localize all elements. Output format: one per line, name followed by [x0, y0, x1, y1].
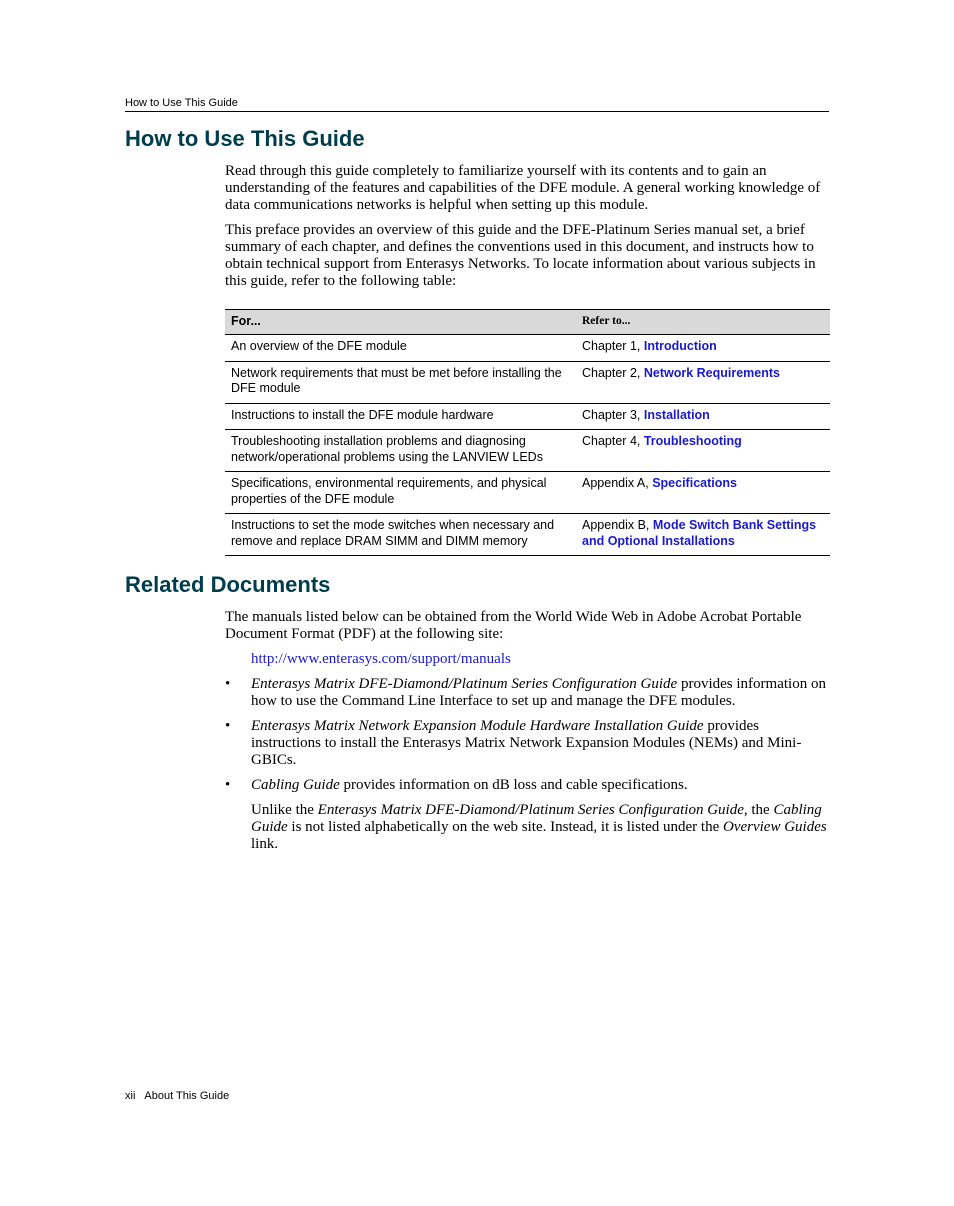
header-refer-to: Refer to...	[576, 310, 830, 335]
note-text: , the	[743, 802, 774, 818]
link-introduction[interactable]: Introduction	[643, 339, 717, 353]
row-topic: Instructions to set the mode switches when necessary and remove and replace DRAM SIMM and DIMM memory	[225, 514, 576, 556]
cabling-guide-note	[225, 802, 829, 853]
bullet-icon: •	[225, 718, 231, 734]
ref-prefix: Chapter 3,	[582, 407, 644, 422]
row-topic: Specifications, environmental requirements, and physical properties of the DFE module	[225, 472, 576, 514]
doc-description: provides instructions to install the Enterasys Matrix Network Expansion Modules (NEMs) and Mini-GBICs.	[251, 718, 802, 768]
row-topic: Network requirements that must be met before installing the DFE module	[225, 361, 576, 403]
doc-title: Enterasys Matrix Network Expansion Module Hardware Installation Guide	[251, 718, 704, 734]
paragraph-preface-overview: This preface provides an overview of this guide and the DFE-Platinum Series manual set, a brief summary of each chapter, and defines the conventions used in this document, and instructs how to obtain technical support from Enterasys Networks. To locate information about various subjects in this guide, refer to the following table:	[225, 222, 816, 289]
bullet-icon: •	[225, 777, 231, 793]
row-reference	[576, 430, 830, 472]
list-item	[225, 676, 829, 710]
row-reference	[576, 403, 830, 430]
section-title-related-documents: Related Documents	[125, 572, 331, 597]
paragraph-familiarize: Read through this guide completely to familiarize yourself with its contents and to gain an understanding of the features and capabilities of the DFE module. A general working knowledge of data communications networks is helpful when setting up this module.	[225, 163, 821, 213]
note-doc-title: Overview Guides	[723, 819, 827, 835]
link-troubleshooting[interactable]: Troubleshooting	[643, 434, 742, 448]
row-topic: An overview of the DFE module	[225, 335, 576, 362]
link-installation[interactable]: Installation	[643, 407, 710, 422]
table-row	[225, 361, 830, 403]
section-title-how-to-use: How to Use This Guide	[125, 126, 365, 151]
row-reference	[576, 514, 830, 556]
row-topic: Instructions to install the DFE module hardware	[225, 403, 576, 430]
doc-description: provides information on dB loss and cable specifications.	[339, 777, 688, 793]
footer-title: About This Guide	[144, 1090, 230, 1102]
related-intro	[225, 609, 829, 668]
row-reference	[576, 361, 830, 403]
page-footer	[125, 1090, 238, 1102]
row-reference	[576, 472, 830, 514]
table-row	[225, 472, 830, 514]
paragraph-manuals-listed: The manuals listed below can be obtained from the World Wide Web in Adobe Acrobat Portable Document Format (PDF) at the following site:	[225, 609, 802, 642]
note-text: is not listed alphabetically on the web site. Instead, it is listed under the	[287, 819, 723, 835]
bullet-icon: •	[225, 676, 231, 692]
note-doc-title: Enterasys Matrix DFE-Diamond/Platinum Series Configuration Guide	[317, 802, 744, 818]
row-topic: Troubleshooting installation problems and diagnosing network/operational problems using the LANVIEW LEDs	[225, 430, 576, 472]
table-row	[225, 430, 830, 472]
link-specifications[interactable]: Specifications	[652, 476, 737, 490]
ref-prefix: Chapter 1,	[582, 339, 644, 353]
note-doc-title: Cabling Guide	[251, 802, 822, 835]
note-text: Unlike the	[251, 802, 318, 818]
related-documents-list	[225, 676, 829, 853]
table-row	[225, 335, 830, 362]
ref-prefix: Appendix A,	[582, 476, 653, 490]
doc-title: Cabling Guide	[251, 777, 340, 793]
table-row	[225, 403, 830, 430]
list-item	[225, 777, 829, 794]
reference-table	[225, 309, 830, 556]
ref-prefix: Chapter 4,	[582, 434, 644, 448]
ref-prefix: Appendix B,	[582, 518, 653, 532]
list-item	[225, 718, 829, 769]
doc-title: Enterasys Matrix DFE-Diamond/Platinum Series Configuration Guide	[251, 676, 678, 692]
manuals-url-link[interactable]: http://www.enterasys.com/support/manuals	[251, 651, 511, 667]
link-network-requirements[interactable]: Network Requirements	[643, 365, 780, 380]
row-reference	[576, 335, 830, 362]
table-header-row	[225, 310, 830, 335]
note-text: link.	[251, 836, 279, 852]
running-header: How to Use This Guide	[125, 97, 829, 112]
intro-text	[225, 163, 829, 290]
table-row	[225, 514, 830, 556]
ref-prefix: Chapter 2,	[582, 365, 644, 380]
doc-description: provides information on how to use the Command Line Interface to set up and manage the DFE modules.	[251, 676, 826, 709]
link-mode-switch-bank-settings[interactable]: Mode Switch Bank Settings and Optional Installations	[582, 518, 817, 548]
page-number: xii	[125, 1090, 136, 1102]
header-for: For...	[225, 310, 576, 335]
